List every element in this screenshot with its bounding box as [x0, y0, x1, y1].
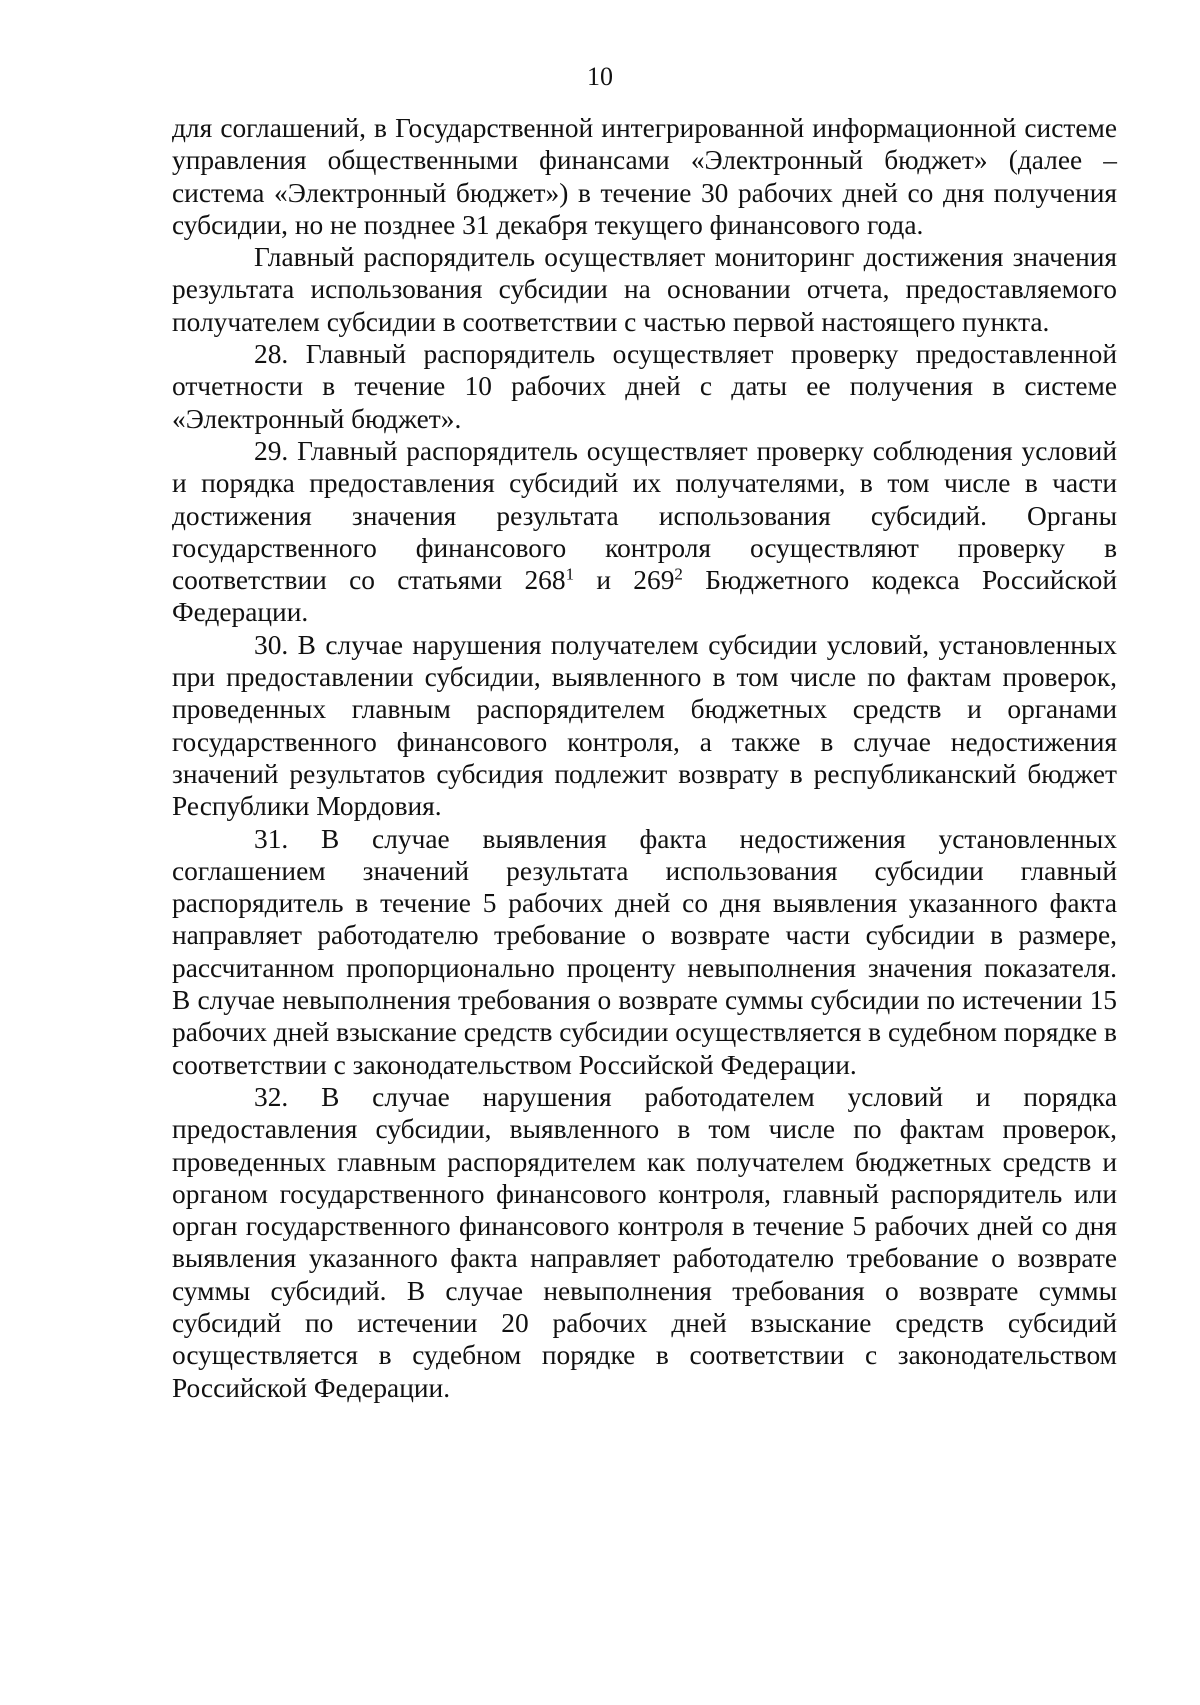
paragraph-29-text-c: Бюджетного кодекса Российской Федерации. [172, 565, 1117, 628]
paragraph-30: 30. В случае нарушения получателем субсидии условий, установленных при предоставлении субсидии, выявленного в том числе по фактам проверок, проведенных главным распорядителем бюджетных средств и органами государственного финансового контроля, а также в случае недостижения значений результатов субсидия подлежит возврату в республиканский бюджет Республики Мордовия. [172, 629, 1117, 822]
paragraph-31: 31. В случае выявления факта недостижения установленных соглашением значений результата использования субсидии главный распорядитель в течение 5 рабочих дней со дня выявления указанного факта направляет работодателю требование о возврате части субсидии в размере, рассчитанном пропорционально проценту невыполнения значения показателя. В случае невыполнения требования о возврате суммы субсидии по истечении 15 рабочих дней взыскание средств субсидии осуществляется в судебном порядке в соответствии с законодательством Российской Федерации. [172, 823, 1117, 1080]
document-body [172, 112, 1117, 1404]
paragraph-29 [172, 435, 1117, 629]
article-268-superscript: 1 [565, 564, 575, 584]
article-269-superscript: 2 [674, 564, 683, 584]
paragraph-28: 28. Главный распорядитель осуществляет проверку предоставленной отчетности в течение 10 рабочих дней с даты ее получения в системе «Электронный бюджет». [172, 339, 1117, 434]
paragraph-continuation: для соглашений, в Государственной интегрированной информационной системе управления общественными финансами «Электронный бюджет» (далее – система «Электронный бюджет») в течение 30 рабочих дней со дня получения субсидии, но не позднее 31 декабря текущего финансового года. [172, 113, 1117, 240]
paragraph-monitoring: Главный распорядитель осуществляет мониторинг достижения значения результата использования субсидии на основании отчета, предоставляемого получателем субсидии в соответствии с частью первой настоящего пункта. [172, 242, 1117, 337]
page-number: 10 [587, 62, 613, 91]
paragraph-29-text-b: и 269 [574, 565, 675, 596]
paragraph-32: 32. В случае нарушения работодателем условий и порядка предоставления субсидии, выявленного в том числе по фактам проверок, проведенных главным распорядителем как получателем бюджетных средств и органом государственного финансового контроля, главный распорядитель или орган государственного финансового контроля в течение 5 рабочих дней со дня выявления указанного факта направляет работодателю требование о возврате суммы субсидий. В случае невыполнения требования о возврате суммы субсидий по истечении 20 рабочих дней взыскание средств субсидий осуществляется в судебном порядке в соответствии с законодательством Российской Федерации. [172, 1081, 1117, 1403]
paragraph-29-text-a: 29. Главный распорядитель осуществляет проверку соблюдения условий и порядка предоставления субсидий их получателями, в том числе в части достижения значения результата использования субсидий. Органы государственного финансового контроля осуществляют проверку в соответствии со статьями 268 [172, 435, 1117, 596]
